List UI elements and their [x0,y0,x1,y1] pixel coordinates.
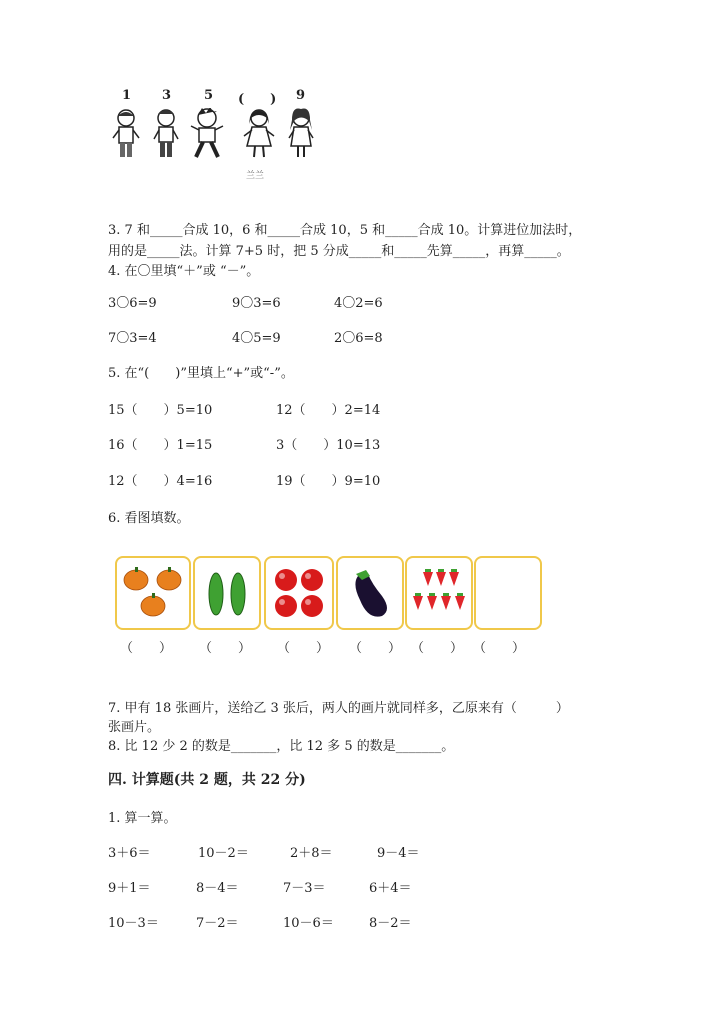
q5-item: 3（ ）10=13 [276,438,381,453]
q4-item: 9〇3=6 [232,296,281,311]
picture-box-strawberries [405,556,473,630]
calc-title: 1. 算一算。 [108,811,177,826]
calc-item: 6＋4＝ [369,881,412,896]
answer-blank: （ ） [120,641,173,656]
answer-blank: （ ） [411,641,464,656]
picture-box-eggplant [336,556,404,630]
answer-blank: （ ） [277,641,330,656]
q7-line1: 7. 甲有 18 张画片，送给乙 3 张后，两人的画片就同样多，乙原来有（ ） [108,701,569,716]
calc-item: 8－2＝ [369,916,412,931]
answer-blank: （ ） [349,641,402,656]
q4-item: 4〇5=9 [232,331,281,346]
calc-item: 10－3＝ [108,916,159,931]
picture-box-pumpkins [115,556,191,630]
answer-blank: （ ） [199,641,252,656]
q6-title: 6. 看图填数。 [108,511,190,526]
child-figure-2 [152,108,180,160]
kid-number-5: 9 [296,88,306,103]
picture-box-empty [474,556,542,630]
apple-icon [266,558,332,628]
q5-item: 12（ ）2=14 [276,403,381,418]
calc-item: 9－4＝ [377,846,420,861]
q5-item: 19（ ）9=10 [276,474,381,489]
child-figure-5 [286,108,316,160]
section-heading: 四. 计算题(共 2 题，共 22 分) [108,772,306,788]
calc-item: 7－3＝ [283,881,326,896]
calc-item: 2＋8＝ [290,846,333,861]
picture-box-cucumbers [193,556,261,630]
kid-number-2: 3 [162,88,172,103]
eggplant-icon [338,558,402,628]
calc-item: 7－2＝ [196,916,239,931]
q8-text: 8. 比 12 少 2 的数是_______，比 12 多 5 的数是_______。 [108,739,455,754]
pumpkin-icon [117,558,189,628]
kid-number-1: 1 [122,88,132,103]
q4-item: 4〇2=6 [334,296,383,311]
q5-item: 15（ ）5=10 [108,403,213,418]
child-figure-3 [190,108,224,160]
calc-item: 8－4＝ [196,881,239,896]
q7-line2: 张画片。 [108,720,161,735]
kid-number-3: 5 [204,88,214,103]
q4-item: 7〇3=4 [108,331,157,346]
kid-caption: 兰兰 [246,171,265,181]
calc-item: 10－6＝ [283,916,334,931]
calc-item: 3＋6＝ [108,846,151,861]
picture-box-apples [264,556,334,630]
strawberry-icon [407,558,471,628]
answer-blank: （ ） [473,641,526,656]
q5-item: 12（ ）4=16 [108,474,213,489]
q4-item: 2〇6=8 [334,331,383,346]
calc-item: 9＋1＝ [108,881,151,896]
child-figure-4 [242,108,276,160]
q4-title: 4. 在〇里填“＋”或 “－”。 [108,264,260,279]
q4-item: 3〇6=9 [108,296,157,311]
child-figure-1 [112,108,140,160]
calc-item: 10－2＝ [198,846,249,861]
q5-title: 5. 在“( )”里填上“+”或“-”。 [108,366,294,381]
kid-number-blank: ( ) [238,92,277,107]
cucumber-icon [195,558,259,628]
q3-line1: 3. 7 和_____合成 10，6 和_____合成 10，5 和_____合成 10。计算进位加法时， [108,223,582,238]
children-number-picture [108,88,328,183]
q3-line2: 用的是_____法。计算 7+5 时，把 5 分成_____和_____先算_____，再算_____。 [108,244,570,259]
q5-item: 16（ ）1=15 [108,438,213,453]
